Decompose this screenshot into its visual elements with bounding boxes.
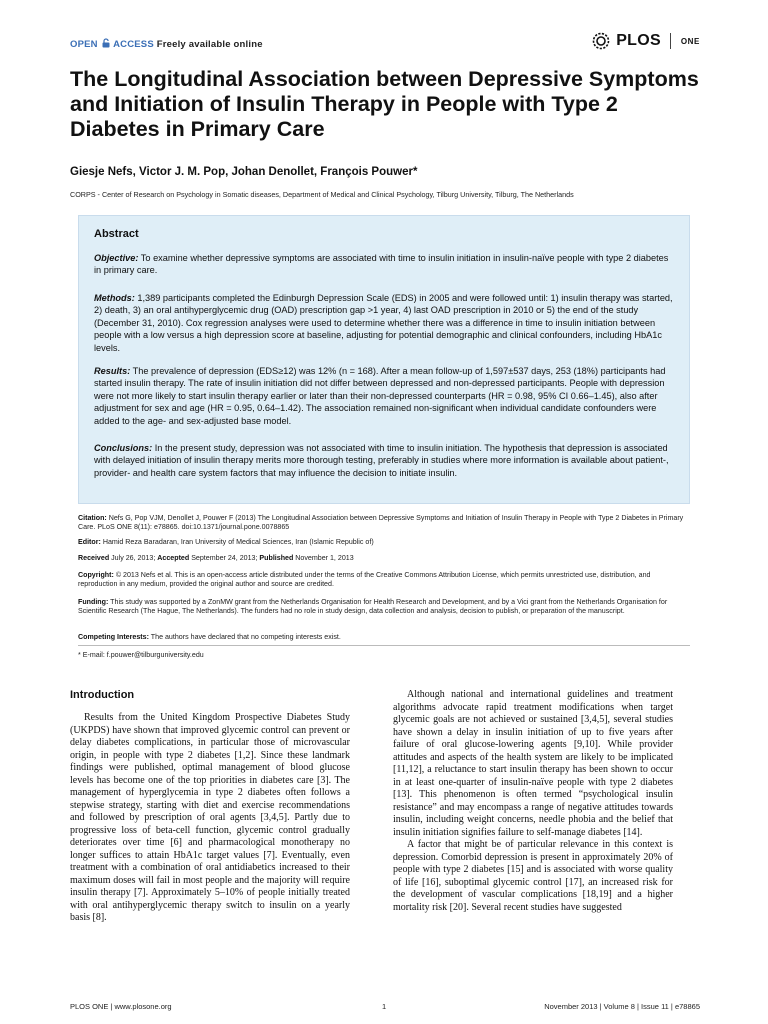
intro-paragraph-1: Results from the United Kingdom Prospective Diabetes Study (UKPDS) have shown that improved glycemic control can prevent or delay diabetes complications, in particular those of microvascular origin, in people with type 2 diabetes [1,2]. Since these landmark findings were published, optimal management of blood glucose levels has become one of the top priorities in diabetes care [3]. The management of hyperglycemia in type 2 diabetes often follows a stepwise strategy, starting with diet and exercise recommendations and followed by prescription of oral agents [3,4,5]. Partly due to progressive loss of beta-cell function, glycemic control gradually deteriorates over time [6] and pharmacological monotherapy no longer suffices to attain HbA1c target values [7]. Eventually, even treatment with a combination of oral antidiabetics increased to their maximum doses will fail in most people and the majority will require insulin therapy [7]. Approximately 5–10% of people initially treated with oral antihyperglycemic therapy switch to insulin on a yearly basis [8]. bbox=[70, 712, 350, 923]
conclusions-text: In the present study, depression was not associated with time to insulin initiation. The hypothesis that depression is associated with delayed initiation of insulin therapy merits more thorough testing, preferably in studies where more information is available about patient-, provider- and health care system factors that may influence the decision to initiate insulin. bbox=[94, 443, 669, 478]
journal-header bbox=[70, 32, 700, 54]
competing-interests bbox=[78, 633, 690, 642]
competing-label: Competing Interests: bbox=[78, 633, 149, 641]
abstract-objective bbox=[94, 252, 678, 277]
dates bbox=[78, 554, 690, 563]
abstract-methods bbox=[94, 292, 678, 354]
open-access-suffix: ACCESS bbox=[113, 39, 154, 50]
logo-divider bbox=[670, 33, 671, 49]
page-number: 1 bbox=[382, 1002, 387, 1011]
copyright-label: Copyright: bbox=[78, 571, 114, 579]
introduction-heading: Introduction bbox=[70, 689, 135, 701]
open-access-banner bbox=[70, 38, 263, 50]
results-text: The prevalence of depression (EDS≥12) was 12% (n = 168). After a mean follow-up of 1,597±537 days, 253 (18%) participants had started insulin therapy. The rate of insulin initiation did not differ between depressed and non-depressed participants. People with depression were not more likely to start insulin therapy earlier or later than their non-depressed counterparts (HR = 0.98, 95% CI 0.66–1.45), also after adjustment for sex and age (HR = 0.95, 0.64–1.42). The association remained non-significant when individual candidate confounders were added to the age- and sex-adjusted base model. bbox=[94, 366, 666, 426]
published-date: November 1, 2013 bbox=[293, 554, 354, 562]
funding-text: This study was supported by a ZonMW grant from the Netherlands Organisation for Health Research and Development, and by a Vici grant from the Netherlands Organisation for Scientific Research (The Hague, The Netherlands). The funders had no role in study design, data collection and analysis, decision to publish, or preparation of the manuscript. bbox=[78, 598, 668, 616]
methods-text: 1,389 participants completed the Edinburgh Depression Scale (EDS) in 2005 and were followed until: 1) insulin therapy was started, 2) death, 3) an oral antihyperglycemic drug (OAD) prescription gap >1 year, 4) last OAD prescription in 2010 or 5) the end of the study (December 31, 2010). Cox regression analyses were used to determine whether there was a difference in time to insulin initiation between people with a low versus a high depression score at baseline, adjusting for potential demographic and clinical confounders, including HbA1c levels. bbox=[94, 293, 673, 353]
abstract-conclusions bbox=[94, 442, 678, 479]
corresponding-email[interactable]: * E-mail: f.pouwer@tilburguniversity.edu bbox=[78, 651, 204, 659]
editor-text: Hamid Reza Baradaran, Iran University of Medical Sciences, Iran (Islamic Republic of) bbox=[100, 538, 374, 546]
received-date: July 26, 2013; bbox=[109, 554, 158, 562]
freely-available-label: Freely available online bbox=[156, 39, 263, 50]
plos-wordmark: PLOS bbox=[616, 32, 661, 49]
published-label: Published bbox=[259, 554, 294, 562]
conclusions-label: Conclusions: bbox=[94, 443, 153, 453]
editor bbox=[78, 538, 690, 547]
received-label: Received bbox=[78, 554, 110, 562]
competing-text: The authors have declared that no competing interests exist. bbox=[148, 633, 341, 641]
right-column bbox=[393, 689, 673, 914]
intro-paragraph-2: Although national and international guidelines and treatment algorithms advocate rapid treatment modifications when target glycemic goals are not achieved or sustained [3,4,5], several studies have shown a delay in insulin initiation of up to five years after failure of oral glucose-lowering agents [9,10]. While provider attitudes and aspects of the health system are likely to be implicated [11,12], a reluctance to start insulin therapy has been shown to occur in at least one-quarter of insulin-naïve people with type 2 diabetes [13]. This phenomenon is often termed “psychological insulin resistance” and may encompass a range of negative attitudes towards insulin, including weight concerns, needle phobia and the belief that insulin initiation signifies failure to self-manage diabetes [14]. bbox=[393, 689, 673, 838]
objective-label: Objective: bbox=[94, 253, 139, 263]
open-access-prefix: OPEN bbox=[70, 39, 98, 50]
results-label: Results: bbox=[94, 366, 131, 376]
plos-gear-icon bbox=[592, 32, 610, 50]
intro-paragraph-3: A factor that might be of particular relevance in this context is depression. Comorbid depression is present in approximately 20% of people with type 2 diabetes [15] and is associated with worse quality of life [16], suboptimal glycemic control [17], an increased risk for the development of vascular complications [18,19] and a higher mortality risk [20]. Several recent studies have suggested bbox=[393, 839, 673, 913]
objective-text: To examine whether depressive symptoms are associated with time to insulin initiation in insulin-naïve people with type 2 diabetes in primary care. bbox=[94, 253, 669, 276]
funding-label: Funding: bbox=[78, 598, 109, 606]
footer-issue: November 2013 | Volume 8 | Issue 11 | e78865 bbox=[544, 1002, 700, 1011]
copyright bbox=[78, 571, 690, 590]
author-list: Giesje Nefs, Victor J. M. Pop, Johan Denollet, François Pouwer* bbox=[70, 166, 418, 178]
abstract-heading: Abstract bbox=[94, 228, 139, 240]
abstract-results bbox=[94, 365, 678, 427]
meta-divider bbox=[78, 645, 690, 646]
copyright-text: © 2013 Nefs et al. This is an open-access article distributed under the terms of the Creative Commons Attribution License, which permits unrestricted use, distribution, and reproduction in any medium, provided the original author and source are credited. bbox=[78, 571, 651, 589]
affiliation: CORPS - Center of Research on Psychology in Somatic diseases, Department of Medical and Clinical Psychology, Tilburg University, Tilburg, The Netherlands bbox=[70, 190, 574, 199]
citation-label: Citation: bbox=[78, 514, 107, 522]
accepted-label: Accepted bbox=[157, 554, 190, 562]
footer-journal: PLOS ONE | www.plosone.org bbox=[70, 1002, 172, 1011]
article-title: The Longitudinal Association between Depressive Symptoms and Initiation of Insulin Therapy in People with Type 2 Diabetes in Primary Care bbox=[70, 67, 699, 141]
citation bbox=[78, 514, 690, 533]
accepted-date: September 24, 2013; bbox=[189, 554, 260, 562]
abstract-box bbox=[78, 215, 690, 504]
left-column bbox=[70, 712, 350, 925]
editor-label: Editor: bbox=[78, 538, 101, 546]
methods-label: Methods: bbox=[94, 293, 135, 303]
funding bbox=[78, 598, 690, 617]
open-lock-icon bbox=[102, 38, 110, 48]
plos-one-logo bbox=[592, 32, 700, 54]
citation-text: Nefs G, Pop VJM, Denollet J, Pouwer F (2013) The Longitudinal Association between Depressive Symptoms and Initiation of Insulin Therapy in People with Type 2 Diabetes in Primary Care. PLoS ONE 8(11): e78865. doi:10.1371/journal.pone.0078865 bbox=[78, 514, 684, 532]
one-wordmark: ONE bbox=[680, 36, 700, 46]
